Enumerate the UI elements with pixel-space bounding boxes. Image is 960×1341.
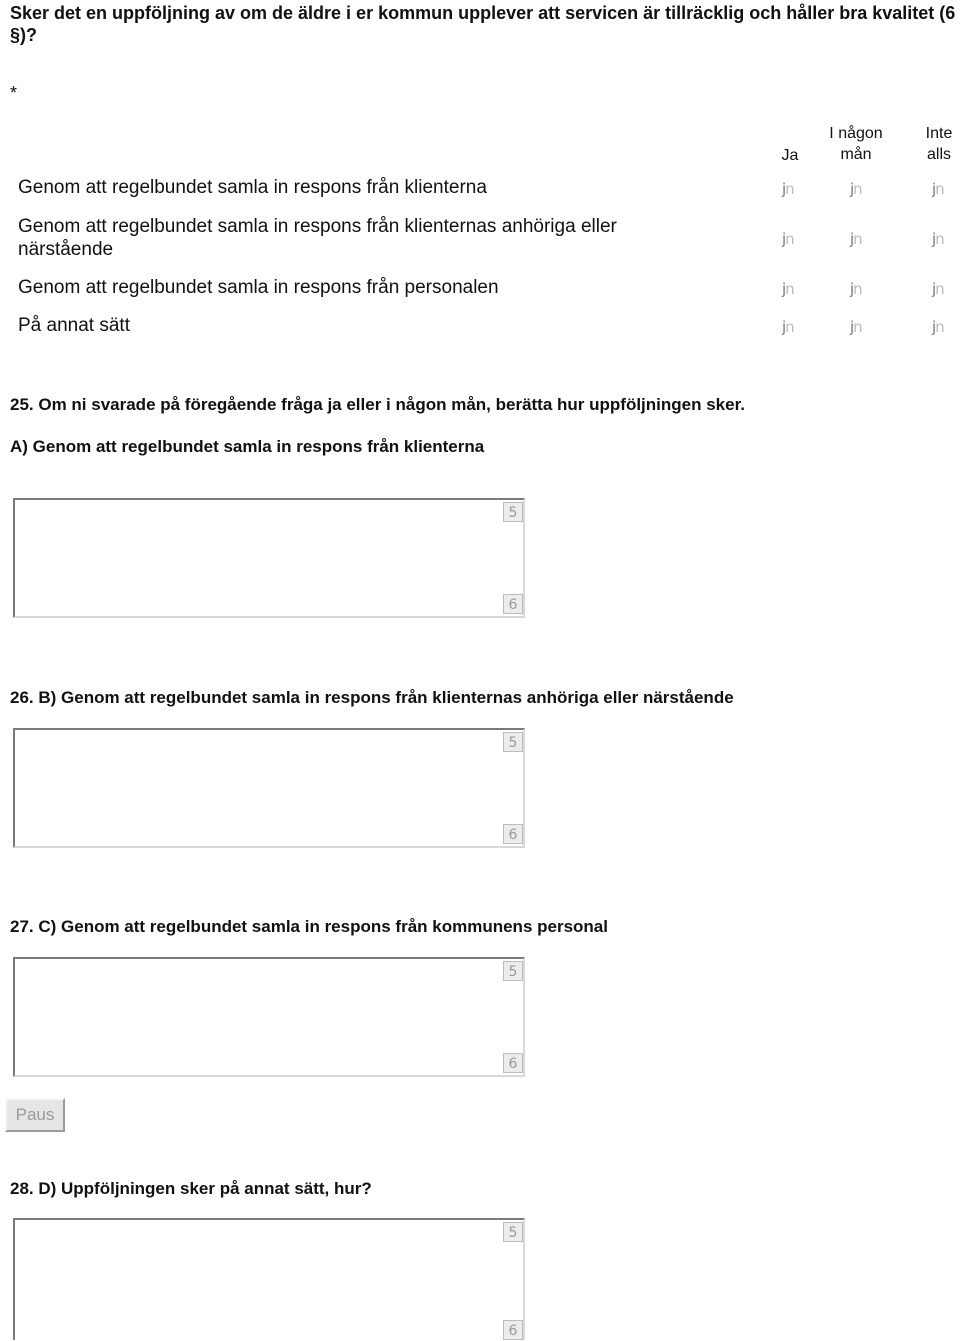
radio-button[interactable]: jn — [850, 280, 862, 298]
column-header-ja: Ja — [781, 147, 799, 164]
question-title: 27. C) Genom att regelbundet samla in respons från kommunens personal — [10, 917, 608, 936]
radio-button[interactable]: jn — [932, 318, 944, 336]
scroll-up-button[interactable]: 5 — [503, 732, 523, 752]
question-title: 28. D) Uppföljningen sker på annat sätt, hur? — [10, 1179, 372, 1198]
required-mark: * — [10, 83, 18, 103]
matrix-row-label: Genom att regelbundet samla in respons från klienterna — [18, 177, 487, 198]
scroll-down-button[interactable]: 6 — [503, 1320, 523, 1340]
radio-button[interactable]: jn — [932, 280, 944, 298]
question-subtitle: A) Genom att regelbundet samla in respons från klienterna — [10, 437, 485, 456]
matrix-row-label: Genom att regelbundet samla in respons från personalen — [18, 277, 499, 298]
scroll-up-button[interactable]: 5 — [503, 1222, 523, 1242]
radio-button[interactable]: jn — [850, 230, 862, 248]
radio-button[interactable]: jn — [850, 180, 862, 198]
radio-button[interactable]: jn — [932, 230, 944, 248]
scroll-down-button[interactable]: 6 — [503, 824, 523, 844]
radio-button[interactable]: jn — [782, 180, 794, 198]
column-header-i-nagon-man: I någon mån — [829, 125, 883, 163]
question-title: 25. Om ni svarade på föregående fråga ja eller i någon mån, berätta hur uppföljningen sker. — [10, 395, 745, 414]
answer-textarea[interactable] — [13, 957, 525, 1077]
question-title: 26. B) Genom att regelbundet samla in respons från klienternas anhöriga eller närstående — [10, 688, 734, 707]
scroll-up-button[interactable]: 5 — [503, 961, 523, 981]
radio-button[interactable]: jn — [932, 180, 944, 198]
radio-button[interactable]: jn — [782, 230, 794, 248]
scroll-down-button[interactable]: 6 — [503, 594, 523, 614]
answer-textarea[interactable] — [13, 728, 525, 848]
scroll-down-button[interactable]: 6 — [503, 1053, 523, 1073]
column-header-inte-alls: Inte alls — [925, 125, 953, 163]
radio-button[interactable]: jn — [782, 318, 794, 336]
answer-textarea[interactable] — [13, 1218, 525, 1340]
pause-button[interactable]: Paus — [5, 1098, 65, 1132]
question-title: Sker det en uppföljning av om de äldre i er kommun upplever att servicen är tillräcklig och håller bra kvalitet (6 §)? — [10, 3, 956, 45]
radio-button[interactable]: jn — [850, 318, 862, 336]
answer-textarea[interactable] — [13, 498, 525, 618]
matrix-row-label: På annat sätt — [18, 315, 130, 336]
radio-button[interactable]: jn — [782, 280, 794, 298]
scroll-up-button[interactable]: 5 — [503, 502, 523, 522]
matrix-row-label: Genom att regelbundet samla in respons från klienternas anhöriga eller närstående — [18, 216, 617, 260]
